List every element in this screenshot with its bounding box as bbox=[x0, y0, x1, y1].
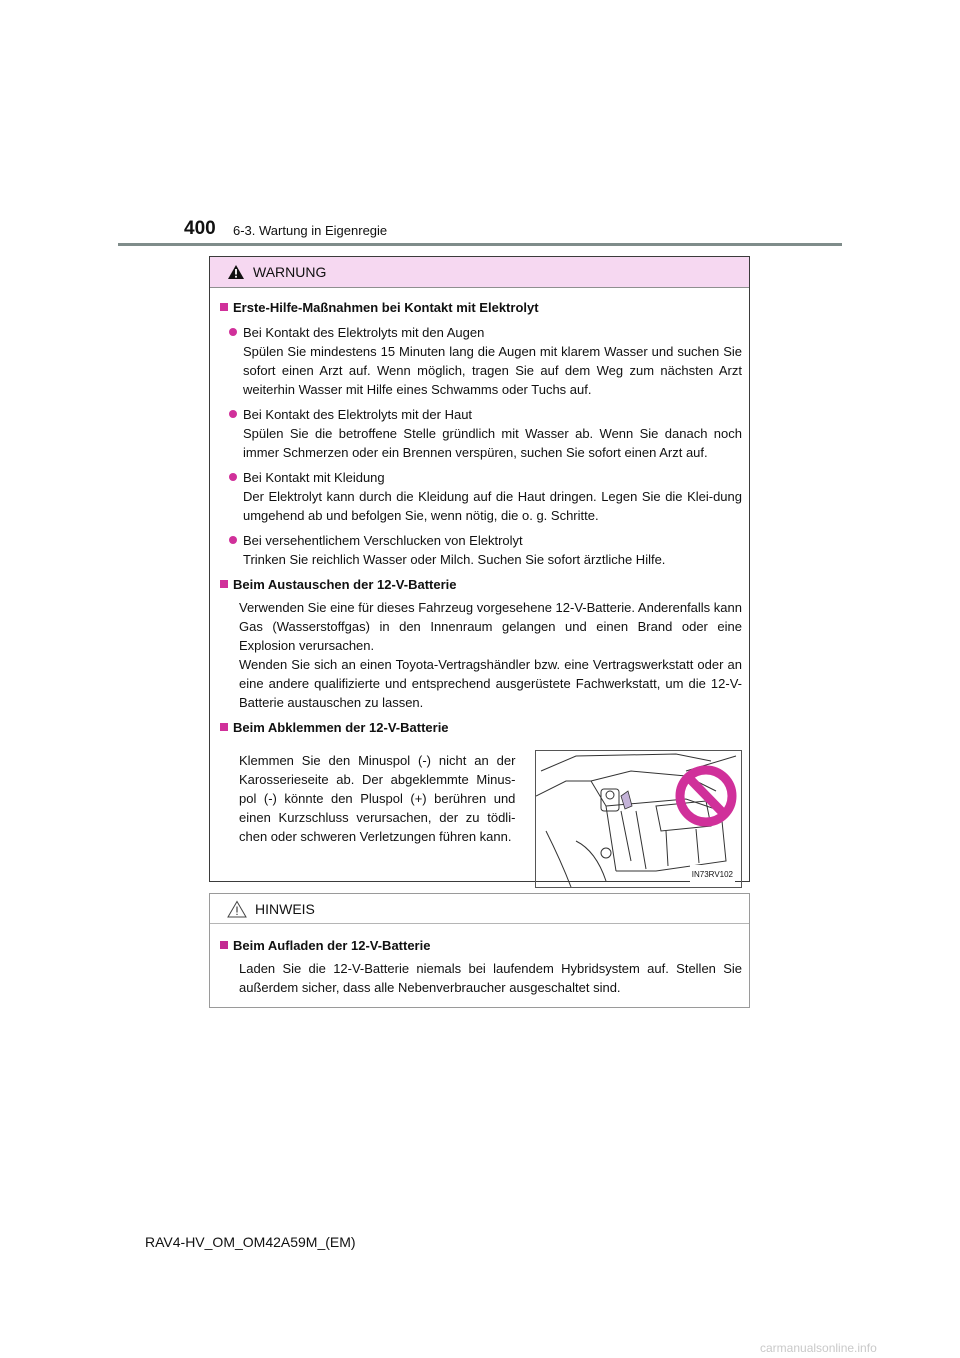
warning-triangle-icon bbox=[227, 264, 245, 280]
square-bullet-icon bbox=[220, 723, 228, 731]
notice-header bbox=[210, 894, 749, 924]
heading-charging: Beim Aufladen der 12-V-Batterie bbox=[233, 938, 431, 953]
item-title: Bei versehentlichem Verschlucken von Elektrolyt bbox=[243, 533, 523, 548]
notice-label: HINWEIS bbox=[255, 900, 315, 917]
section-heading bbox=[220, 718, 742, 737]
list-item bbox=[229, 323, 742, 399]
item-text: Spülen Sie mindestens 15 Minuten lang die Augen mit klarem Wasser und suchen Sie sofort einen Arzt auf. Wenn möglich, tragen Sie auf dem Weg zum nächsten Arzt weiterhin Wasser mit Hilfe eines Schwamms oder Tuchs auf. bbox=[243, 344, 742, 397]
disconnect-text: Klemmen Sie den Minuspol (-) nicht an der Karosserieseite ab. Der abgeklemmte Minus-pol (-) könnte den Pluspol (+) berühren und einen Kurzschluss verursachen, der zu tödli-chen oder schweren Verletzungen führen kann. bbox=[239, 753, 516, 844]
heading-disconnect: Beim Abklemmen der 12-V-Batterie bbox=[233, 720, 449, 735]
paragraph: Wenden Sie sich an einen Toyota-Vertragshändler bzw. eine Vertragswerkstatt oder an eine andere qualifizierte und entsprechend ausgerüstete Fachwerkstatt, um die 12-V-Batterie austauschen zu lassen. bbox=[239, 657, 742, 710]
watermark: carmanualsonline.info bbox=[760, 1341, 877, 1355]
list-item bbox=[229, 531, 742, 569]
item-title: Bei Kontakt mit Kleidung bbox=[243, 470, 385, 485]
heading-battery-replacement: Beim Austauschen der 12-V-Batterie bbox=[233, 577, 457, 592]
disconnect-row bbox=[239, 745, 742, 888]
notice-box bbox=[209, 893, 750, 1008]
caution-triangle-icon bbox=[227, 900, 247, 918]
square-bullet-icon bbox=[220, 303, 228, 311]
warning-label: WARNUNG bbox=[253, 264, 327, 280]
page-number: 400 bbox=[184, 218, 216, 239]
item-text: Spülen Sie die betroffene Stelle gründlich mit Wasser ab. Wenn Sie danach noch immer Schmerzen oder ein Brennen verspüren, suchen Sie sofort einen Arzt auf. bbox=[243, 426, 742, 460]
item-text: Der Elektrolyt kann durch die Kleidung auf die Haut dringen. Legen Sie die Klei-dung umgehend ab und befolgen Sie, wenn nötig, die o. g. Schritte. bbox=[243, 489, 742, 523]
item-text: Trinken Sie reichlich Wasser oder Milch. Suchen Sie sofort ärztliche Hilfe. bbox=[243, 552, 666, 567]
heading-first-aid: Erste-Hilfe-Maßnahmen bei Kontakt mit Elektrolyt bbox=[233, 300, 539, 315]
warning-header bbox=[210, 257, 749, 288]
section-title: 6-3. Wartung in Eigenregie bbox=[233, 223, 388, 238]
circle-bullet-icon bbox=[229, 328, 237, 336]
list-item bbox=[229, 468, 742, 525]
header-rule bbox=[118, 243, 842, 246]
warning-content bbox=[210, 288, 749, 888]
section-heading bbox=[220, 575, 742, 594]
circle-bullet-icon bbox=[229, 536, 237, 544]
manual-code: RAV4-HV_OM_OM42A59M_(EM) bbox=[145, 1234, 356, 1250]
square-bullet-icon bbox=[220, 941, 228, 949]
section-heading bbox=[220, 936, 742, 955]
notice-text: Laden Sie die 12-V-Batterie niemals bei laufendem Hybridsystem auf. Stellen Sie außerdem sicher, dass alle Nebenverbraucher ausgeschaltet sind. bbox=[239, 961, 742, 995]
circle-bullet-icon bbox=[229, 473, 237, 481]
warning-box bbox=[209, 256, 750, 882]
figure-code: IN73RV102 bbox=[690, 865, 735, 884]
item-title: Bei Kontakt des Elektrolyts mit der Haut bbox=[243, 407, 473, 422]
section-heading bbox=[220, 298, 742, 317]
square-bullet-icon bbox=[220, 580, 228, 588]
list-item bbox=[229, 405, 742, 462]
battery-illustration bbox=[535, 750, 742, 888]
circle-bullet-icon bbox=[229, 410, 237, 418]
battery-replacement-text bbox=[239, 598, 742, 712]
item-title: Bei Kontakt des Elektrolyts mit den Augen bbox=[243, 325, 485, 340]
paragraph: Verwenden Sie eine für dieses Fahrzeug vorgesehene 12-V-Batterie. Anderenfalls kann Gas (Wasserstoffgas) in den Innenraum gelangen und einen Brand oder eine Explosion verursachen. bbox=[239, 600, 742, 653]
notice-content bbox=[210, 924, 749, 997]
